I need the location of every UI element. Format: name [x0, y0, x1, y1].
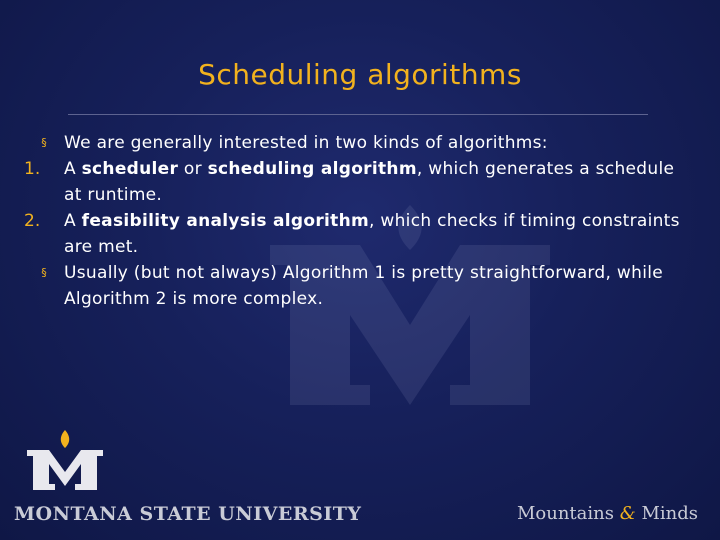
slide-title: Scheduling algorithms — [198, 58, 522, 91]
msu-logo-icon — [25, 430, 105, 494]
text-segment: , which checks if timing constraints are met. — [64, 211, 680, 257]
tagline-text: Mountains — [516, 503, 620, 524]
list-item — [24, 156, 684, 208]
text-segment: A — [64, 159, 82, 179]
tagline-ampersand: & — [619, 503, 636, 524]
numbered-text — [64, 208, 684, 260]
bullet-marker: § — [41, 266, 47, 279]
title-divider — [68, 114, 648, 115]
bold-term: scheduler — [81, 159, 179, 179]
bold-term: feasibility analysis algorithm — [81, 211, 369, 231]
tagline-text: Minds — [635, 503, 698, 524]
text-segment: or — [178, 159, 208, 179]
text-segment: , which generates a schedule at runtime. — [64, 159, 675, 205]
numbered-text — [64, 156, 684, 208]
slide-content — [24, 130, 684, 312]
bullet-marker: § — [41, 136, 47, 149]
number-marker: 1. — [24, 159, 41, 179]
bullet-text: We are generally interested in two kinds of algorithms: — [64, 133, 548, 153]
bold-term: scheduling algorithm — [207, 159, 417, 179]
list-item — [24, 130, 684, 156]
list-item — [24, 260, 684, 312]
bullet-text: Usually (but not always) Algorithm 1 is pretty straightforward, while Algorithm 2 is more complex. — [64, 263, 664, 309]
tagline — [517, 503, 698, 524]
university-name: MONTANA STATE UNIVERSITY — [14, 503, 362, 525]
list-item — [24, 208, 684, 260]
number-marker: 2. — [24, 211, 41, 231]
text-segment: A — [64, 211, 82, 231]
